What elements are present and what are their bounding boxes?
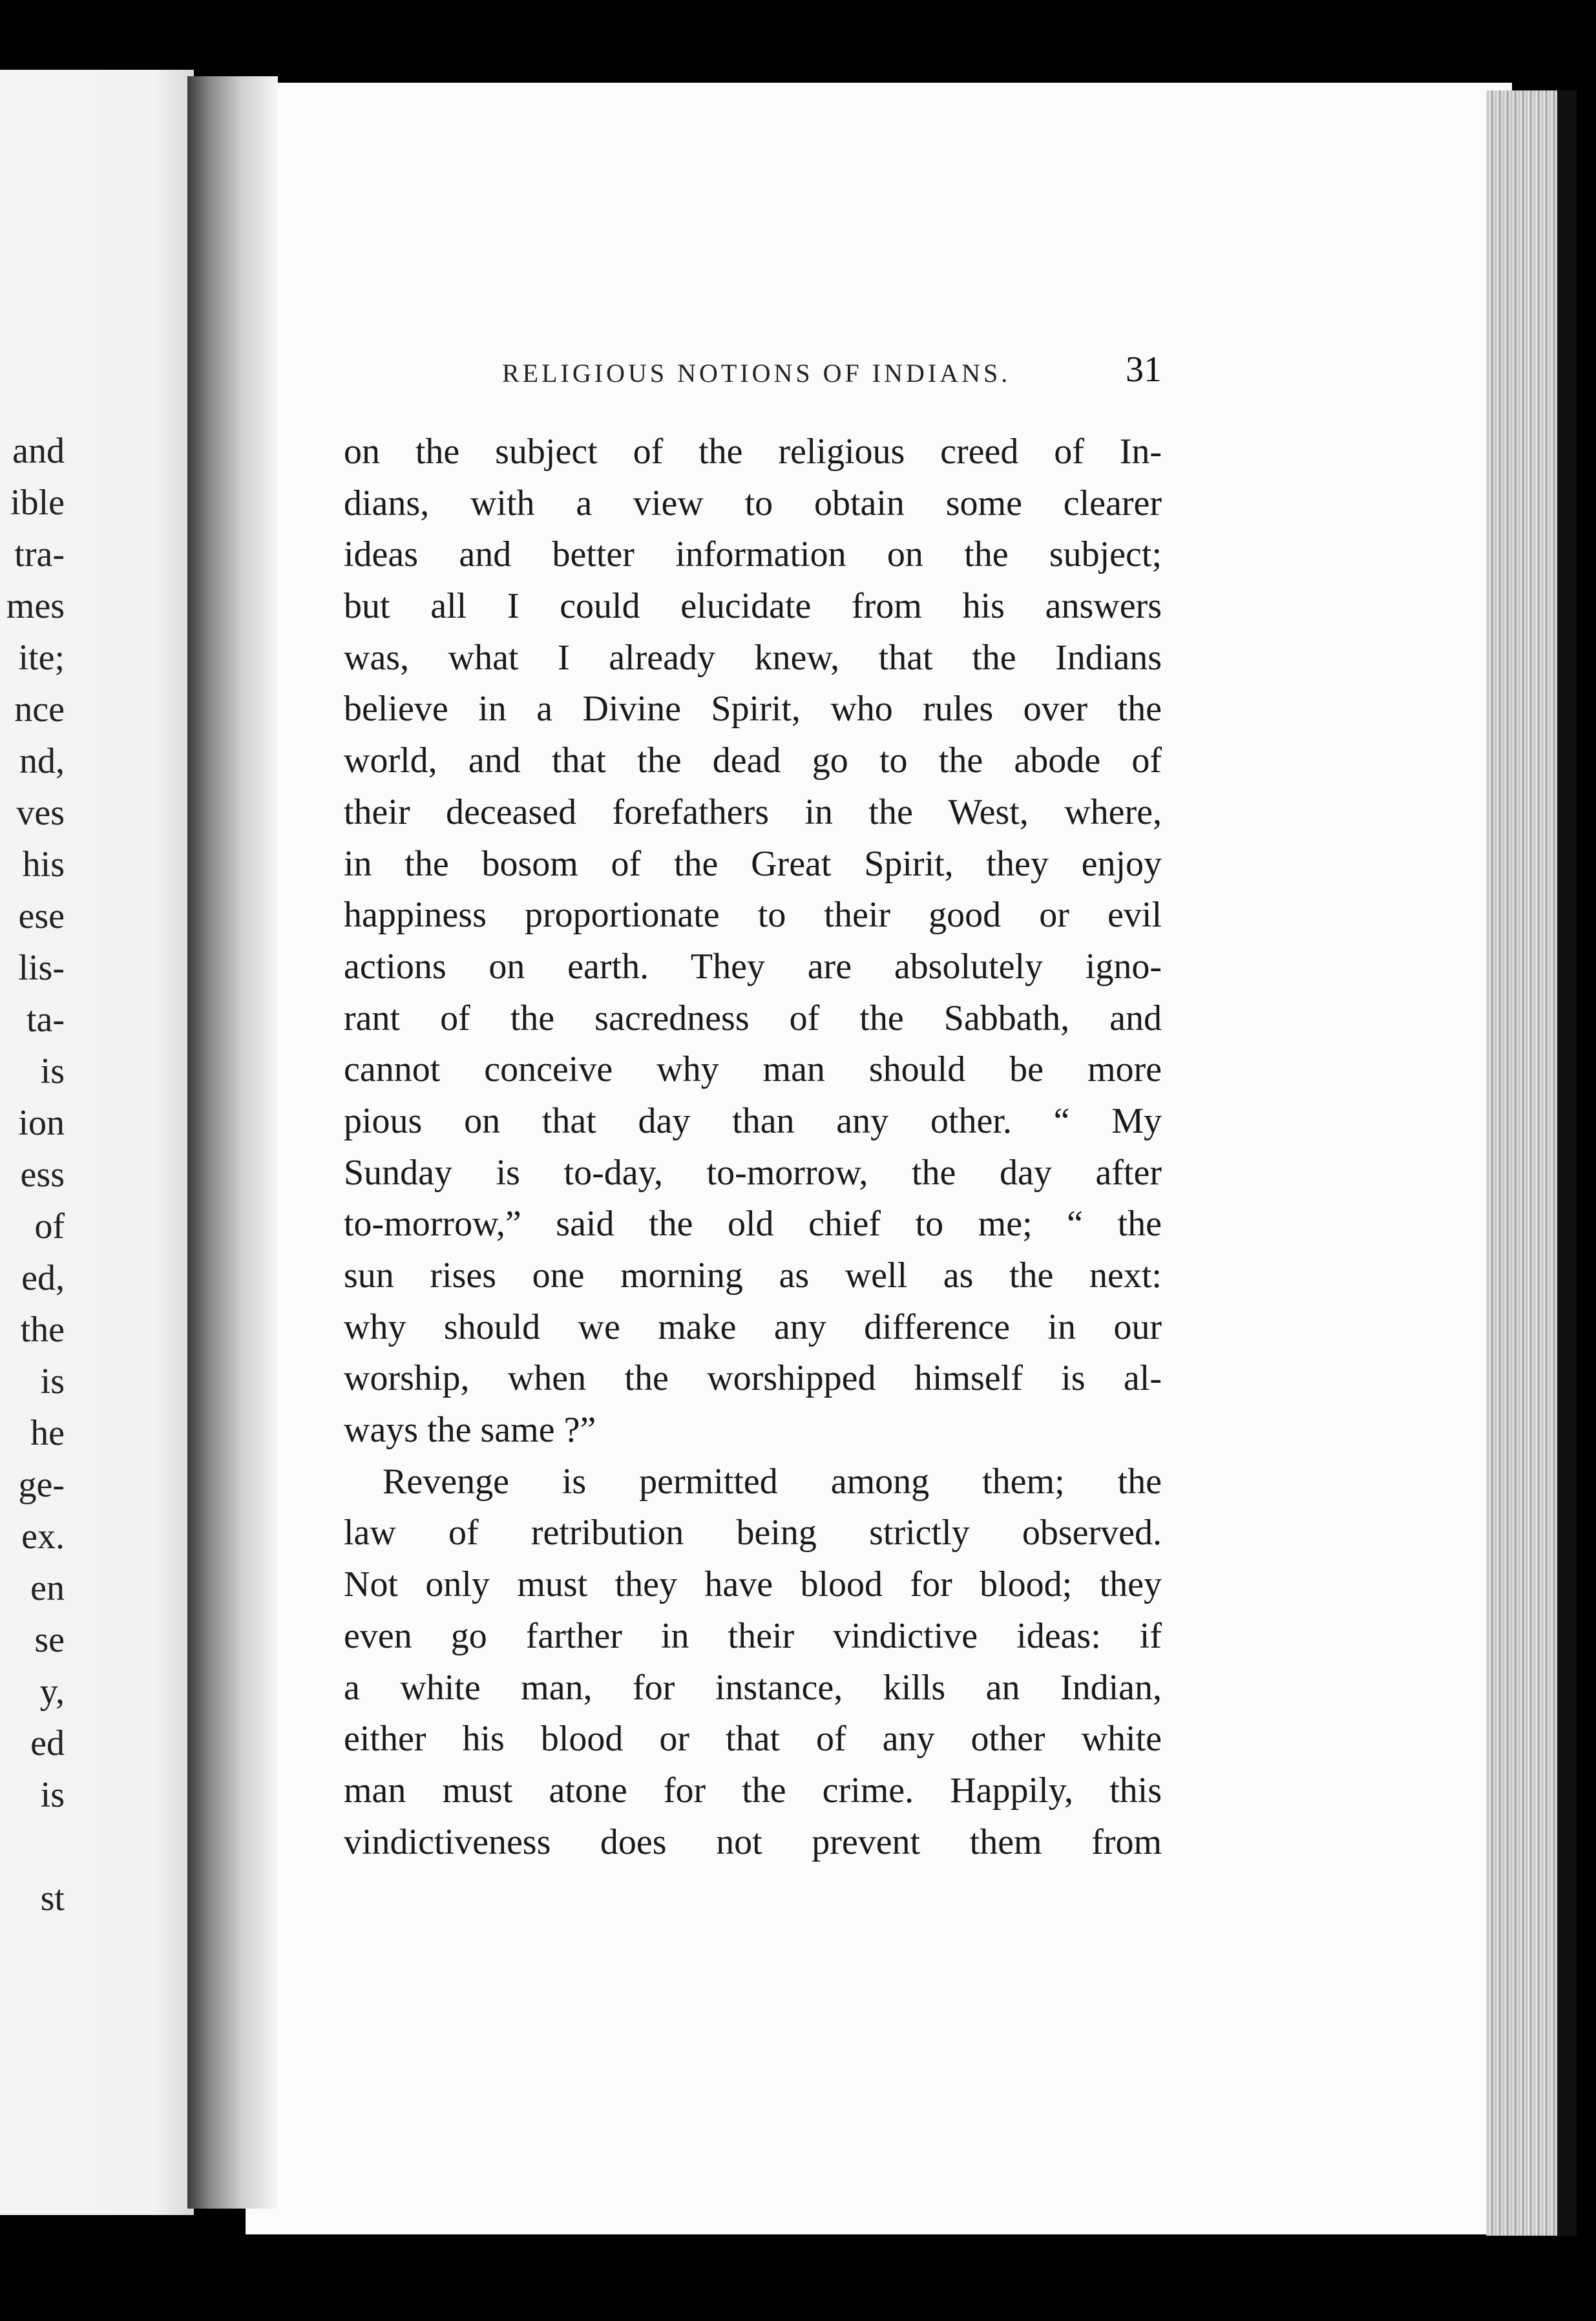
text-line: rant of the sacredness of the Sabbath, and xyxy=(344,998,1162,1038)
previous-page-fragment: ible xyxy=(10,483,65,523)
previous-page-fragment: and xyxy=(12,431,65,471)
previous-page-fragment: en xyxy=(30,1568,65,1608)
text-line: law of retribution being strictly observed. xyxy=(344,1513,1162,1553)
text-line: man must atone for the crime. Happily, this xyxy=(344,1770,1162,1811)
previous-page-fragment: nce xyxy=(14,689,65,730)
text-line: believe in a Divine Spirit, who rules over the xyxy=(344,689,1162,730)
text-line: either his blood or that of any other white xyxy=(344,1719,1162,1759)
text-line: worship, when the worshipped himself is al- xyxy=(344,1358,1162,1399)
text-line: was, what I already knew, that the Indians xyxy=(344,637,1162,678)
text-line: Not only must they have blood for blood; they xyxy=(344,1564,1162,1605)
running-header xyxy=(344,349,1162,394)
previous-page-fragment: tra- xyxy=(14,534,65,574)
text-line: why should we make any difference in our xyxy=(344,1307,1162,1347)
previous-page-fragment: is xyxy=(40,1775,65,1815)
text-line: but all I could elucidate from his answers xyxy=(344,586,1162,627)
previous-page-fragment: the xyxy=(20,1310,65,1350)
previous-page-fragment: ion xyxy=(18,1103,65,1143)
text-line: their deceased forefathers in the West, where, xyxy=(344,792,1162,832)
previous-page-fragment: mes xyxy=(6,586,65,626)
paragraph-start-line: Revenge is permitted among them; the xyxy=(383,1461,1162,1502)
body-text xyxy=(344,426,1162,1868)
text-line: sun rises one morning as well as the next: xyxy=(344,1255,1162,1296)
previous-page-fragment: his xyxy=(22,845,65,885)
text-line: to-morrow,” said the old chief to me; “ the xyxy=(344,1204,1162,1245)
previous-page xyxy=(0,70,194,2215)
text-line: cannot conceive why man should be more xyxy=(344,1049,1162,1090)
previous-page-fragment: is xyxy=(40,1051,65,1091)
previous-page-fragment: lis- xyxy=(18,948,65,988)
text-line: ideas and better information on the subject; xyxy=(344,534,1162,575)
previous-page-fragment: ed xyxy=(30,1723,65,1763)
book-gutter-shadow xyxy=(187,76,278,2209)
previous-page-fragment: ess xyxy=(20,1155,65,1195)
previous-page-fragment: y, xyxy=(39,1672,65,1712)
text-line: in the bosom of the Great Spirit, they enjoy xyxy=(344,843,1162,884)
previous-page-fragment: se xyxy=(34,1620,65,1660)
text-line: even go farther in their vindictive ideas: if xyxy=(344,1615,1162,1656)
previous-page-fragment: ite; xyxy=(18,638,65,678)
text-line: happiness proportionate to their good or evil xyxy=(344,895,1162,936)
text-line: vindictiveness does not prevent them from xyxy=(344,1822,1162,1862)
previous-page-fragment: is xyxy=(40,1361,65,1402)
text-line: world, and that the dead go to the abode of xyxy=(344,740,1162,781)
previous-page-fragment: ex. xyxy=(21,1517,65,1557)
page-number: 31 xyxy=(1126,350,1162,390)
text-line: pious on that day than any other. “ My xyxy=(344,1100,1162,1141)
previous-page-fragment: st xyxy=(40,1878,65,1918)
previous-page-fragment: of xyxy=(34,1206,65,1246)
previous-page-fragment: ta- xyxy=(26,1000,65,1040)
page-edges xyxy=(1486,90,1577,2236)
text-line: a white man, for instance, kills an Indian, xyxy=(344,1667,1162,1708)
previous-page-fragment: nd, xyxy=(19,741,65,781)
previous-page-fragment: ese xyxy=(18,896,65,936)
previous-page-fragment: ge- xyxy=(18,1465,65,1505)
paragraph-end-line: ways the same ?” xyxy=(344,1410,596,1451)
text-line: dians, with a view to obtain some clearer xyxy=(344,483,1162,523)
previous-page-fragment: ed, xyxy=(21,1258,65,1298)
previous-page-fragment: he xyxy=(30,1413,65,1453)
previous-page-text xyxy=(0,70,194,2215)
text-line: actions on earth. They are absolutely igno- xyxy=(344,946,1162,987)
text-line: Sunday is to-day, to-morrow, the day after xyxy=(344,1152,1162,1193)
running-title: RELIGIOUS NOTIONS OF INDIANS. xyxy=(502,359,1011,388)
text-line: on the subject of the religious creed of In- xyxy=(344,432,1162,472)
previous-page-fragment: ves xyxy=(16,793,65,833)
